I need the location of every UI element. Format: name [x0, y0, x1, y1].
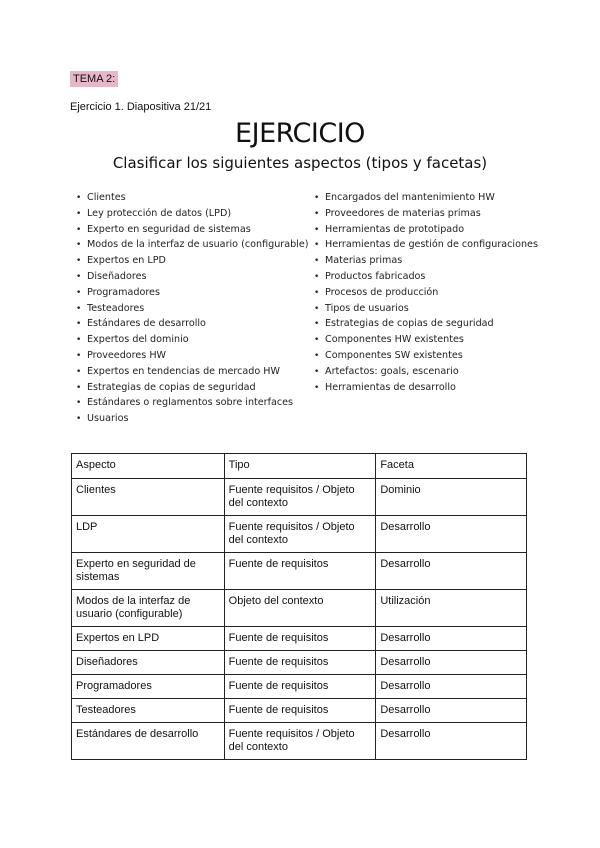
table-row: [72, 675, 527, 699]
list-item: • Modos de la interfaz de usuario (configurable): [76, 237, 309, 253]
table-cell: Fuente de requisitos: [224, 553, 376, 590]
table-cell: Fuente de requisitos: [224, 675, 376, 699]
left-bullet-list: [76, 190, 309, 427]
column-header-faceta: Faceta: [376, 454, 527, 479]
list-item: • Clientes: [76, 190, 309, 206]
table-row: [72, 651, 527, 675]
list-item: • Expertos del dominio: [76, 332, 309, 348]
table-cell: Desarrollo: [376, 699, 527, 723]
table-cell: Expertos en LPD: [72, 627, 225, 651]
table-cell: Programadores: [72, 675, 225, 699]
table-cell: Fuente de requisitos: [224, 627, 376, 651]
table-cell: Diseñadores: [72, 651, 225, 675]
table-cell: Clientes: [72, 479, 225, 516]
list-item: • Productos fabricados: [314, 269, 538, 285]
list-item: • Ley protección de datos (LPD): [76, 206, 309, 222]
table-cell: Dominio: [376, 479, 527, 516]
table-row: [72, 479, 527, 516]
list-item: • Componentes HW existentes: [314, 332, 538, 348]
table-cell: Experto en seguridad de sistemas: [72, 553, 225, 590]
list-item: • Proveedores HW: [76, 348, 309, 364]
table-row: [72, 516, 527, 553]
classification-table: [71, 453, 527, 760]
list-item: • Estrategias de copias de seguridad: [76, 380, 309, 396]
table-row: [72, 627, 527, 651]
slide-subtitle: Clasificar los siguientes aspectos (tipos y facetas): [112, 154, 488, 172]
topic-tag: TEMA 2:: [70, 71, 118, 87]
exercise-reference: Ejercicio 1. Diapositiva 21/21: [70, 101, 212, 113]
table-cell: Desarrollo: [376, 627, 527, 651]
table-cell: Desarrollo: [376, 723, 527, 760]
table-row: [72, 553, 527, 590]
list-item: • Estándares de desarrollo: [76, 316, 309, 332]
table-cell: Desarrollo: [376, 675, 527, 699]
list-item: • Herramientas de gestión de configuraciones: [314, 237, 538, 253]
list-item: • Estrategias de copias de seguridad: [314, 316, 538, 332]
table-cell: LDP: [72, 516, 225, 553]
list-item: • Materias primas: [314, 253, 538, 269]
list-item: • Herramientas de prototipado: [314, 222, 538, 238]
list-item: • Componentes SW existentes: [314, 348, 538, 364]
table-cell: Desarrollo: [376, 516, 527, 553]
table-cell: Testeadores: [72, 699, 225, 723]
table-cell: Fuente requisitos / Objeto del contexto: [224, 516, 376, 553]
list-item: • Experto en seguridad de sistemas: [76, 222, 309, 238]
table-cell: Fuente de requisitos: [224, 651, 376, 675]
column-header-aspecto: Aspecto: [72, 454, 225, 479]
list-item: • Programadores: [76, 285, 309, 301]
table-cell: Estándares de desarrollo: [72, 723, 225, 760]
table-cell: Desarrollo: [376, 651, 527, 675]
list-item: • Testeadores: [76, 301, 309, 317]
right-bullet-list: [314, 190, 538, 395]
slide-title: EJERCICIO: [235, 118, 365, 149]
slide-image: [70, 118, 538, 425]
column-header-tipo: Tipo: [224, 454, 376, 479]
list-item: • Estándares o reglamentos sobre interfaces: [76, 395, 309, 411]
table-cell: Fuente de requisitos: [224, 699, 376, 723]
list-item: • Expertos en LPD: [76, 253, 309, 269]
list-item: • Proveedores de materias primas: [314, 206, 538, 222]
table-cell: Utilización: [376, 590, 527, 627]
table-row: [72, 723, 527, 760]
list-item: • Artefactos: goals, escenario: [314, 364, 538, 380]
list-item: • Usuarios: [76, 411, 309, 427]
list-item: • Tipos de usuarios: [314, 301, 538, 317]
list-item: • Herramientas de desarrollo: [314, 380, 538, 396]
list-item: • Diseñadores: [76, 269, 309, 285]
table-cell: Fuente requisitos / Objeto del contexto: [224, 723, 376, 760]
table-cell: Objeto del contexto: [224, 590, 376, 627]
table-header-row: [72, 454, 527, 479]
table-row: [72, 699, 527, 723]
list-item: • Procesos de producción: [314, 285, 538, 301]
table-row: [72, 590, 527, 627]
list-item: • Expertos en tendencias de mercado HW: [76, 364, 309, 380]
table-cell: Desarrollo: [376, 553, 527, 590]
table-cell: Modos de la interfaz de usuario (configurable): [72, 590, 225, 627]
list-item: • Encargados del mantenimiento HW: [314, 190, 538, 206]
table-cell: Fuente requisitos / Objeto del contexto: [224, 479, 376, 516]
